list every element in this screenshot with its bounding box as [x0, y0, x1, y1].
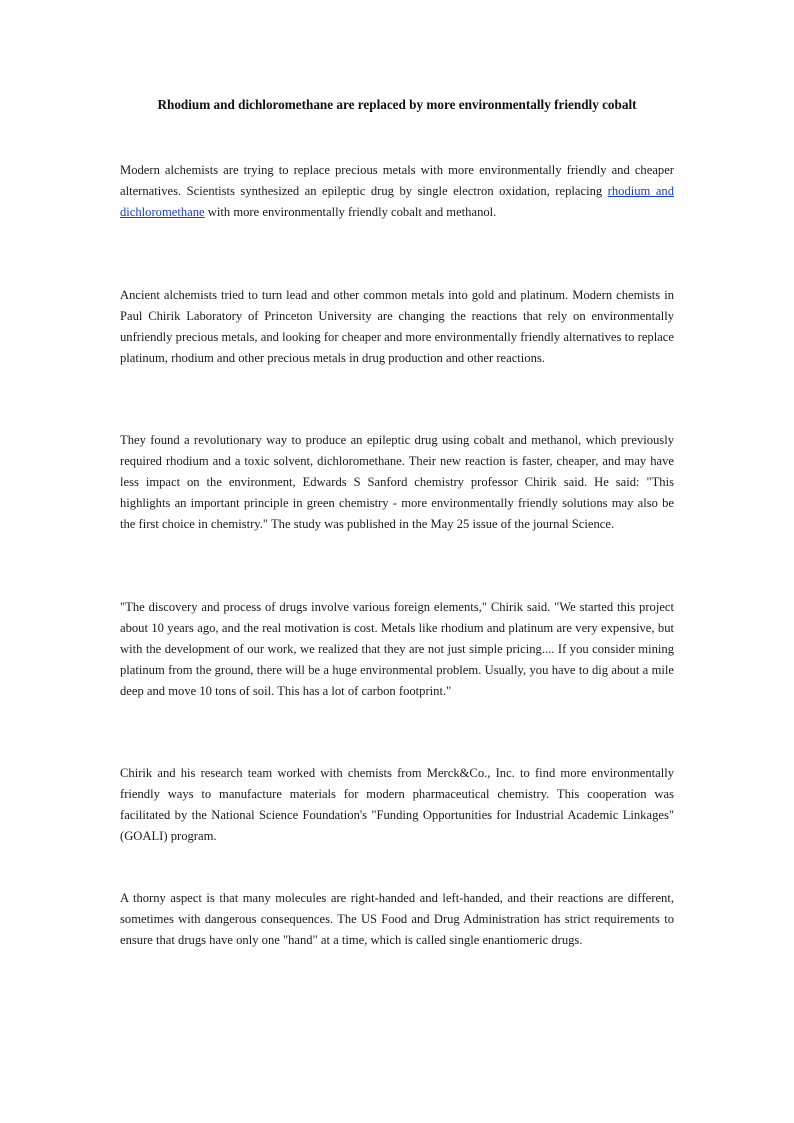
paragraph-intro	[120, 160, 674, 223]
paragraph-chirik-quote: "The discovery and process of drugs involve various foreign elements," Chirik said. "We started this project about 10 years ago, and the real motivation is cost. Metals like rhodium and platinum are very expensive, but with the development of our work, we realized that they are not just simple pricing.... If you consider mining platinum from the ground, there will be a huge environmental problem. Usually, you have to dig about a mile deep and move 10 tons of soil. This has a lot of carbon footprint."	[120, 600, 674, 698]
document-title: Rhodium and dichloromethane are replaced by more environmentally friendly cobalt	[157, 97, 637, 112]
paragraph-merck-cooperation: Chirik and his research team worked with chemists from Merck&Co., Inc. to find more environmentally friendly ways to manufacture materials for modern pharmaceutical chemistry. This cooperation was facilitated by the National Science Foundation's "Funding Opportunities for Industrial Academic Linkages" (GOALI) program.	[120, 766, 674, 843]
paragraph-enantiomeric-drugs: A thorny aspect is that many molecules are right-handed and left-handed, and their reactions are different, sometimes with dangerous consequences. The US Food and Drug Administration has strict requirements to ensure that drugs have only one "hand" at a time, which is called single enantiomeric drugs.	[120, 891, 674, 947]
paragraph-revolutionary-way: They found a revolutionary way to produce an epileptic drug using cobalt and methanol, which previously required rhodium and a toxic solvent, dichloromethane. Their new reaction is faster, cheaper, and may have less impact on the environment, Edwards S Sanford chemistry professor Chirik said. He said: "This highlights an important principle in green chemistry - more environmentally friendly solutions may also be the first choice in chemistry." The study was published in the May 25 issue of the journal Science.	[120, 433, 674, 531]
rhodium-dichloromethane-link[interactable]: rhodium and dichloromethane	[120, 184, 674, 219]
paragraph-ancient-alchemists: Ancient alchemists tried to turn lead and other common metals into gold and platinum. Modern chemists in Paul Chirik Laboratory of Princeton University are changing the reactions that rely on environmentally unfriendly precious metals, and looking for cheaper and more environmentally friendly alternatives to replace platinum, rhodium and other precious metals in drug production and other reactions.	[120, 288, 674, 365]
paragraph-intro-text-after-link: with more environmentally friendly cobalt and methanol.	[204, 205, 497, 219]
paragraph-intro-text-before-link: Modern alchemists are trying to replace precious metals with more environmentally friendly and cheaper alternatives. Scientists synthesized an epileptic drug by single electron oxidation, replacing	[120, 163, 674, 198]
